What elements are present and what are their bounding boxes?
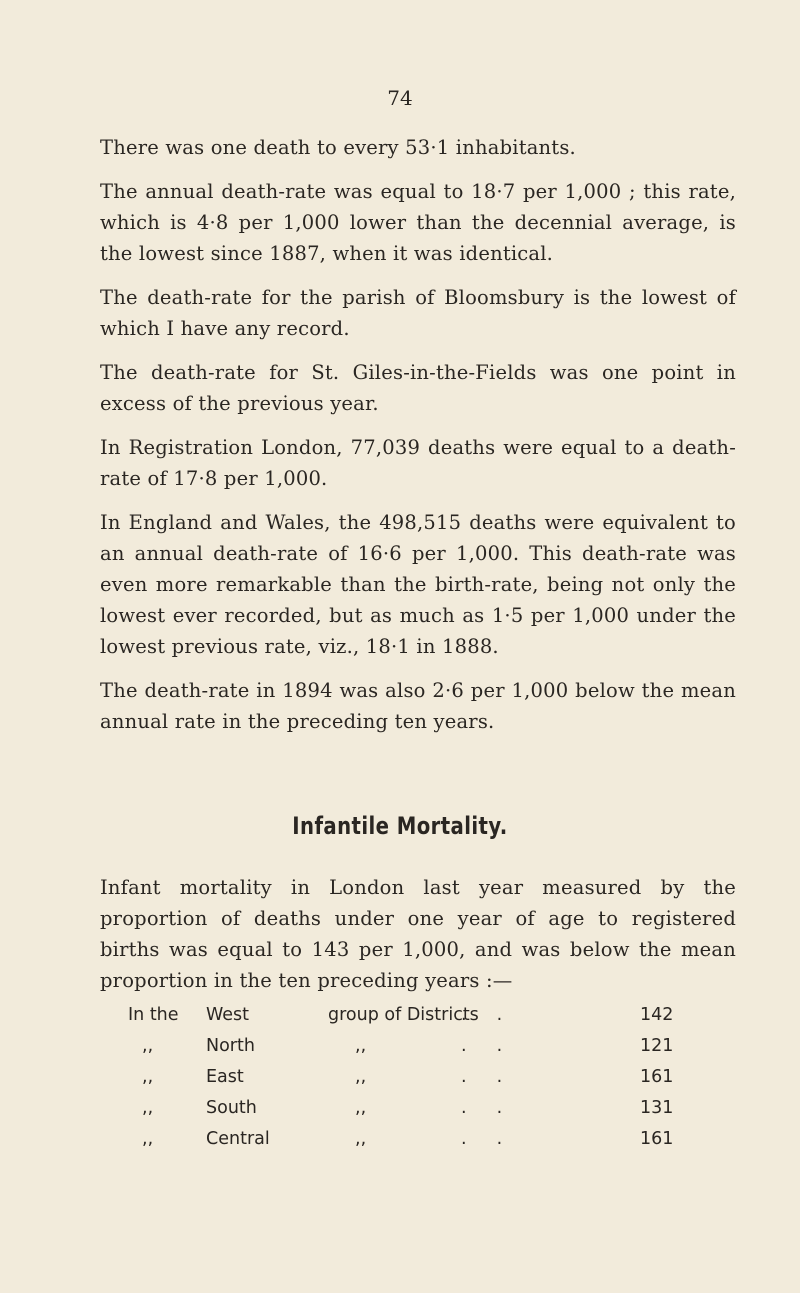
group-leader-dots: ..	[461, 1098, 533, 1118]
group-row-west	[128, 1000, 688, 1031]
group-prefix: ,,	[142, 1067, 154, 1087]
group-suffix: ,,	[355, 1036, 367, 1056]
paragraph-1894-rate: The death-rate in 1894 was also 2·6 per 1,000 below the mean annual rate in the preceding ten years.	[100, 679, 736, 733]
group-value: 161	[640, 1067, 674, 1087]
section-heading: Infantile Mortality.	[292, 812, 508, 840]
group-name: East	[206, 1067, 244, 1087]
group-prefix: ,,	[142, 1036, 154, 1056]
paragraph-infant-mortality: Infant mortality in London last year measured by the proportion of deaths under one year of age to registered births was equal to 143 per 1,000, and was below the mean proportion in the ten preceding years :—	[100, 876, 736, 992]
group-suffix: ,,	[355, 1098, 367, 1118]
group-name: South	[206, 1098, 257, 1118]
group-prefix: ,,	[142, 1098, 154, 1118]
paragraph-registration-london: In Registration London, 77,039 deaths were equal to a death-rate of 17·8 per 1,000.	[100, 436, 736, 490]
page-number: 74	[387, 86, 413, 110]
group-value: 131	[640, 1098, 674, 1118]
group-row-south	[128, 1093, 688, 1124]
paragraph-england-wales: In England and Wales, the 498,515 deaths were equivalent to an annual death-rate of 16·6 per 1,000. This death-rate was even more remarkable than the birth-rate, being not only the lowest ever recorded, but as much as 1·5 per 1,000 under the lowest previous rate, viz., 18·1 in 1888.	[100, 511, 736, 658]
paragraph-annual-death-rate: The annual death-rate was equal to 18·7 per 1,000 ; this rate, which is 4·8 per 1,000 lower than the decennial average, is the lowest since 1887, when it was identical.	[100, 180, 736, 265]
group-row-east	[128, 1062, 688, 1093]
group-row-north	[128, 1031, 688, 1062]
group-leader-dots: ..	[461, 1036, 533, 1056]
group-leader-dots: ..	[461, 1067, 533, 1087]
district-groups-list	[128, 1000, 688, 1155]
group-name: West	[206, 1005, 250, 1025]
group-suffix: ,,	[355, 1067, 367, 1087]
group-name: Central	[206, 1129, 270, 1149]
group-row-central	[128, 1124, 688, 1155]
group-leader-dots: ..	[461, 1005, 533, 1025]
group-name: North	[206, 1036, 255, 1056]
body-text	[100, 132, 736, 750]
group-value: 121	[640, 1036, 674, 1056]
group-suffix: group of Districts	[328, 1005, 479, 1025]
group-prefix: ,,	[142, 1129, 154, 1149]
group-value: 142	[640, 1005, 674, 1025]
group-value: 161	[640, 1129, 674, 1149]
group-prefix: In the	[128, 1005, 179, 1025]
group-leader-dots: ..	[461, 1129, 533, 1149]
paragraph-inhabitants: There was one death to every 53·1 inhabitants.	[100, 136, 576, 159]
paragraph-st-giles: The death-rate for St. Giles-in-the-Fields was one point in excess of the previous year.	[100, 361, 736, 415]
paragraph-bloomsbury: The death-rate for the parish of Bloomsbury is the lowest of which I have any record.	[100, 286, 736, 340]
group-suffix: ,,	[355, 1129, 367, 1149]
